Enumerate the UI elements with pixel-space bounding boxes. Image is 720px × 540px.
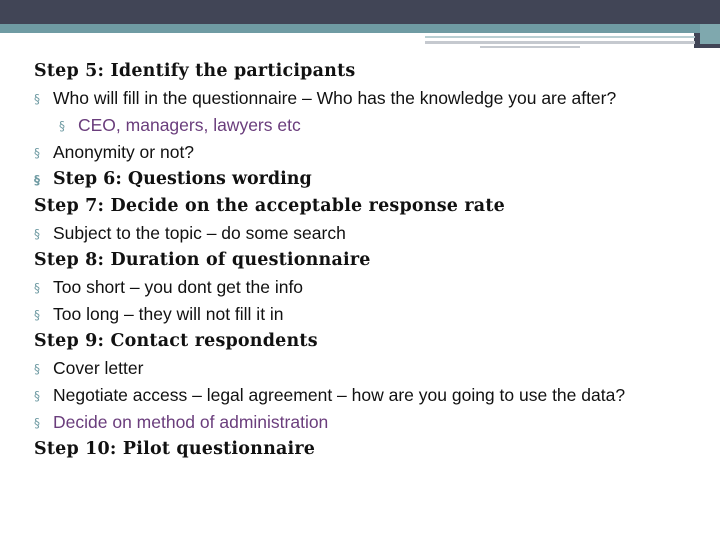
bullet-text: Step 6: Questions wording <box>53 169 312 189</box>
header-accent-line <box>425 41 695 44</box>
bullet-item <box>34 142 674 163</box>
header-bar-teal <box>0 24 720 33</box>
bullet-marker-icon: § <box>34 173 40 187</box>
bullet-text: Cover letter <box>53 358 144 378</box>
bullet-marker-icon: § <box>34 227 40 241</box>
bullet-marker-icon: § <box>34 308 40 322</box>
bullet-text: Too short – you dont get the info <box>53 277 304 297</box>
bullet-marker-icon: § <box>34 416 40 430</box>
step-7-heading: Step 7: Decide on the acceptable response rate <box>34 196 505 216</box>
step-5-heading: Step 5: Identify the participants <box>34 61 356 81</box>
bullet-marker-icon: § <box>59 119 65 133</box>
bullet-marker-icon: § <box>34 362 40 376</box>
step-8-heading: Step 8: Duration of questionnaire <box>34 250 371 270</box>
step-9-heading: Step 9: Contact respondents <box>34 331 318 351</box>
bullet-item <box>34 277 674 298</box>
bullet-marker-icon: § <box>34 389 40 403</box>
bullet-text: Too long – they will not fill it in <box>53 304 284 324</box>
bullet-text: Anonymity or not? <box>53 142 195 162</box>
header-bar-dark <box>0 0 720 24</box>
bullet-text: Who will fill in the questionnaire – Who has the knowledge you are after? <box>53 88 617 108</box>
bullet-marker-icon: § <box>34 146 40 160</box>
bullet-item <box>34 223 674 244</box>
bullet-marker-icon: § <box>34 281 40 295</box>
bullet-item <box>34 304 674 325</box>
header-accent-line <box>425 36 695 38</box>
bullet-item <box>34 385 674 406</box>
bullet-text: CEO, managers, lawyers etc <box>78 115 301 135</box>
bullet-text: Subject to the topic – do some search <box>53 223 346 243</box>
sub-bullet-item <box>34 115 674 136</box>
bullet-item <box>34 88 674 109</box>
bullet-item <box>34 412 674 433</box>
step-10-heading: Step 10: Pilot questionnaire <box>34 439 316 459</box>
step-6-bullet <box>34 169 674 190</box>
slide-body <box>34 61 674 466</box>
bullet-item <box>34 358 674 379</box>
bullet-text: Negotiate access – legal agreement – how are you going to use the data? <box>53 385 626 405</box>
bullet-marker-icon: § <box>34 92 40 106</box>
header-accent-line <box>480 46 580 48</box>
header-corner-teal <box>700 24 720 44</box>
bullet-text: Decide on method of administration <box>53 412 329 432</box>
